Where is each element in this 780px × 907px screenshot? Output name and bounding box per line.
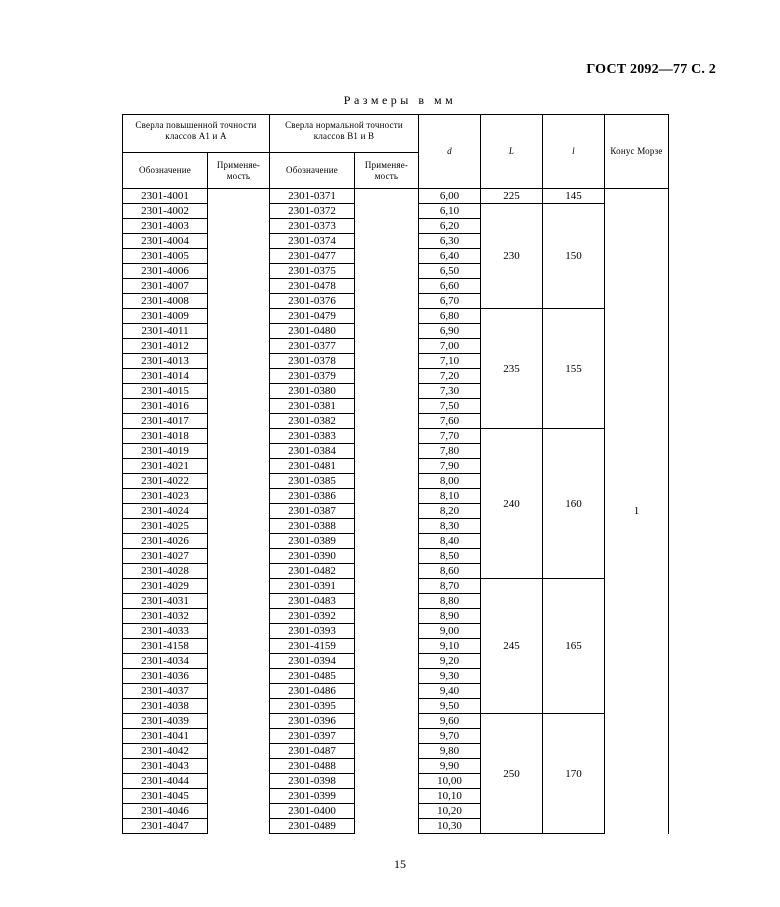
designation-a-cell: 2301-4043 [123, 759, 208, 774]
applicability-b-cell [355, 489, 419, 504]
applicability-b-cell [355, 819, 419, 834]
applicability-a-cell [208, 594, 270, 609]
table-row [123, 204, 669, 219]
designation-a-cell: 2301-4023 [123, 489, 208, 504]
designation-b-cell: 2301-0378 [270, 354, 355, 369]
applicability-a-cell [208, 669, 270, 684]
applicability-a-cell [208, 504, 270, 519]
applicability-b-cell [355, 429, 419, 444]
designation-a-cell: 2301-4047 [123, 819, 208, 834]
applicability-a-cell [208, 519, 270, 534]
applicability-b-cell [355, 519, 419, 534]
applicability-a-cell [208, 579, 270, 594]
applicability-b-cell [355, 684, 419, 699]
applicability-a-cell [208, 789, 270, 804]
applicability-b-cell [355, 639, 419, 654]
applicability-a-cell [208, 474, 270, 489]
applicability-a-cell [208, 369, 270, 384]
designation-a-cell: 2301-4036 [123, 669, 208, 684]
diameter-cell: 9,30 [419, 669, 481, 684]
length-l-cell: 155 [543, 309, 605, 429]
diameter-cell: 9,80 [419, 744, 481, 759]
designation-b-cell: 2301-0488 [270, 759, 355, 774]
diameter-cell: 9,20 [419, 654, 481, 669]
applicability-a-cell [208, 249, 270, 264]
applicability-a-cell [208, 549, 270, 564]
applicability-b-cell [355, 564, 419, 579]
diameter-cell: 7,90 [419, 459, 481, 474]
applicability-b-cell [355, 804, 419, 819]
designation-a-cell: 2301-4003 [123, 219, 208, 234]
diameter-cell: 8,80 [419, 594, 481, 609]
applicability-b-cell [355, 309, 419, 324]
applicability-b-cell [355, 234, 419, 249]
diameter-cell: 6,80 [419, 309, 481, 324]
designation-a-cell: 2301-4019 [123, 444, 208, 459]
designation-a-cell: 2301-4011 [123, 324, 208, 339]
diameter-cell: 10,10 [419, 789, 481, 804]
diameter-cell: 8,90 [419, 609, 481, 624]
applicability-b-cell [355, 624, 419, 639]
diameter-cell: 8,70 [419, 579, 481, 594]
applicability-a-cell [208, 714, 270, 729]
designation-a-cell: 2301-4013 [123, 354, 208, 369]
designation-b-cell: 2301-0388 [270, 519, 355, 534]
header-designation-a: Обозначение [123, 153, 208, 189]
length-l-cell: 150 [543, 204, 605, 309]
designation-b-cell: 2301-0379 [270, 369, 355, 384]
designation-b-cell: 2301-4159 [270, 639, 355, 654]
designation-b-cell: 2301-0482 [270, 564, 355, 579]
applicability-a-cell [208, 744, 270, 759]
designation-a-cell: 2301-4018 [123, 429, 208, 444]
applicability-b-cell [355, 324, 419, 339]
designation-b-cell: 2301-0376 [270, 294, 355, 309]
page-number: 15 [394, 857, 406, 871]
designation-a-cell: 2301-4046 [123, 804, 208, 819]
length-L-cell: 250 [481, 714, 543, 834]
applicability-a-cell [208, 729, 270, 744]
diameter-cell: 9,90 [419, 759, 481, 774]
applicability-a-cell [208, 279, 270, 294]
applicability-a-cell [208, 609, 270, 624]
designation-b-cell: 2301-0381 [270, 399, 355, 414]
diameter-cell: 7,50 [419, 399, 481, 414]
designation-b-cell: 2301-0483 [270, 594, 355, 609]
designation-b-cell: 2301-0377 [270, 339, 355, 354]
applicability-b-cell [355, 549, 419, 564]
applicability-a-cell [208, 264, 270, 279]
diameter-cell: 7,00 [419, 339, 481, 354]
header-morse-taper: Конус Морзе [605, 115, 669, 189]
designation-b-cell: 2301-0374 [270, 234, 355, 249]
designation-a-cell: 2301-4001 [123, 189, 208, 204]
diameter-cell: 10,00 [419, 774, 481, 789]
designation-b-cell: 2301-0480 [270, 324, 355, 339]
applicability-a-cell [208, 399, 270, 414]
designation-a-cell: 2301-4024 [123, 504, 208, 519]
designation-a-cell: 2301-4158 [123, 639, 208, 654]
applicability-a-cell [208, 564, 270, 579]
applicability-a-cell [208, 804, 270, 819]
applicability-b-cell [355, 459, 419, 474]
designation-a-cell: 2301-4016 [123, 399, 208, 414]
designation-a-cell: 2301-4025 [123, 519, 208, 534]
applicability-b-cell [355, 759, 419, 774]
designation-b-cell: 2301-0382 [270, 414, 355, 429]
designation-b-cell: 2301-0380 [270, 384, 355, 399]
applicability-a-cell [208, 489, 270, 504]
header-d: d [419, 115, 481, 189]
applicability-a-cell [208, 624, 270, 639]
designation-a-cell: 2301-4012 [123, 339, 208, 354]
applicability-a-cell [208, 534, 270, 549]
designation-a-cell: 2301-4008 [123, 294, 208, 309]
designation-b-cell: 2301-0397 [270, 729, 355, 744]
designation-a-cell: 2301-4034 [123, 654, 208, 669]
designation-a-cell: 2301-4033 [123, 624, 208, 639]
header-l: l [543, 115, 605, 189]
applicability-b-cell [355, 654, 419, 669]
table-row [123, 714, 669, 729]
applicability-b-cell [355, 204, 419, 219]
applicability-a-cell [208, 219, 270, 234]
designation-a-cell: 2301-4022 [123, 474, 208, 489]
applicability-b-cell [355, 414, 419, 429]
applicability-b-cell [355, 789, 419, 804]
applicability-b-cell [355, 264, 419, 279]
diameter-cell: 6,70 [419, 294, 481, 309]
header-designation-b: Обозначение [270, 153, 355, 189]
designation-b-cell: 2301-0399 [270, 789, 355, 804]
applicability-b-cell [355, 294, 419, 309]
designation-a-cell: 2301-4005 [123, 249, 208, 264]
diameter-cell: 6,60 [419, 279, 481, 294]
length-l-cell: 170 [543, 714, 605, 834]
designation-a-cell: 2301-4007 [123, 279, 208, 294]
header-applicability-a: Применяе-мость [208, 153, 270, 189]
designation-b-cell: 2301-0486 [270, 684, 355, 699]
applicability-b-cell [355, 609, 419, 624]
applicability-b-cell [355, 354, 419, 369]
applicability-a-cell [208, 339, 270, 354]
diameter-cell: 6,00 [419, 189, 481, 204]
designation-a-cell: 2301-4017 [123, 414, 208, 429]
diameter-cell: 9,00 [419, 624, 481, 639]
designation-b-cell: 2301-0390 [270, 549, 355, 564]
applicability-b-cell [355, 474, 419, 489]
designation-a-cell: 2301-4015 [123, 384, 208, 399]
designation-b-cell: 2301-0387 [270, 504, 355, 519]
designation-a-cell: 2301-4044 [123, 774, 208, 789]
designation-a-cell: 2301-4038 [123, 699, 208, 714]
applicability-b-cell [355, 744, 419, 759]
morse-taper-cell: 1 [605, 189, 669, 834]
diameter-cell: 8,10 [419, 489, 481, 504]
designation-a-cell: 2301-4045 [123, 789, 208, 804]
applicability-b-cell [355, 594, 419, 609]
applicability-b-cell [355, 444, 419, 459]
applicability-a-cell [208, 639, 270, 654]
designation-b-cell: 2301-0485 [270, 669, 355, 684]
designation-b-cell: 2301-0398 [270, 774, 355, 789]
designation-a-cell: 2301-4027 [123, 549, 208, 564]
designation-a-cell: 2301-4042 [123, 744, 208, 759]
sizes-caption: Размеры в мм [343, 93, 457, 107]
designation-b-cell: 2301-0389 [270, 534, 355, 549]
applicability-b-cell [355, 189, 419, 204]
applicability-a-cell [208, 189, 270, 204]
applicability-a-cell [208, 774, 270, 789]
designation-b-cell: 2301-0489 [270, 819, 355, 834]
applicability-a-cell [208, 309, 270, 324]
diameter-cell: 7,60 [419, 414, 481, 429]
designation-b-cell: 2301-0384 [270, 444, 355, 459]
designation-a-cell: 2301-4029 [123, 579, 208, 594]
table-body [123, 189, 669, 834]
applicability-a-cell [208, 444, 270, 459]
applicability-b-cell [355, 729, 419, 744]
applicability-b-cell [355, 219, 419, 234]
diameter-cell: 6,90 [419, 324, 481, 339]
diameter-cell: 6,50 [419, 264, 481, 279]
applicability-b-cell [355, 714, 419, 729]
applicability-b-cell [355, 579, 419, 594]
designation-b-cell: 2301-0477 [270, 249, 355, 264]
applicability-a-cell [208, 414, 270, 429]
designation-b-cell: 2301-0481 [270, 459, 355, 474]
designation-a-cell: 2301-4031 [123, 594, 208, 609]
diameter-cell: 9,60 [419, 714, 481, 729]
diameter-cell: 8,60 [419, 564, 481, 579]
applicability-b-cell [355, 339, 419, 354]
designation-a-cell: 2301-4041 [123, 729, 208, 744]
designation-b-cell: 2301-0394 [270, 654, 355, 669]
designation-b-cell: 2301-0383 [270, 429, 355, 444]
designation-b-cell: 2301-0386 [270, 489, 355, 504]
designation-b-cell: 2301-0395 [270, 699, 355, 714]
applicability-b-cell [355, 504, 419, 519]
applicability-b-cell [355, 249, 419, 264]
designation-b-cell: 2301-0372 [270, 204, 355, 219]
designation-b-cell: 2301-0479 [270, 309, 355, 324]
designation-a-cell: 2301-4006 [123, 264, 208, 279]
table-row [123, 429, 669, 444]
designation-a-cell: 2301-4039 [123, 714, 208, 729]
diameter-cell: 7,30 [419, 384, 481, 399]
applicability-a-cell [208, 234, 270, 249]
diameter-cell: 6,20 [419, 219, 481, 234]
applicability-b-cell [355, 669, 419, 684]
document-reference: ГОСТ 2092—77 С. 2 [586, 62, 716, 77]
header-group-b: Сверла нормальной точности классов В1 и В [270, 115, 419, 153]
applicability-a-cell [208, 699, 270, 714]
diameter-cell: 7,80 [419, 444, 481, 459]
applicability-b-cell [355, 699, 419, 714]
designation-b-cell: 2301-0396 [270, 714, 355, 729]
designation-a-cell: 2301-4002 [123, 204, 208, 219]
designation-b-cell: 2301-0487 [270, 744, 355, 759]
designation-a-cell: 2301-4021 [123, 459, 208, 474]
length-L-cell: 245 [481, 579, 543, 714]
applicability-b-cell [355, 369, 419, 384]
diameter-cell: 9,50 [419, 699, 481, 714]
applicability-a-cell [208, 819, 270, 834]
diameter-cell: 8,50 [419, 549, 481, 564]
applicability-a-cell [208, 429, 270, 444]
designation-a-cell: 2301-4009 [123, 309, 208, 324]
designation-a-cell: 2301-4004 [123, 234, 208, 249]
header-group-a: Сверла повышенной точности классов А1 и А [123, 115, 270, 153]
designation-b-cell: 2301-0391 [270, 579, 355, 594]
designation-b-cell: 2301-0373 [270, 219, 355, 234]
applicability-b-cell [355, 534, 419, 549]
applicability-a-cell [208, 654, 270, 669]
applicability-b-cell [355, 774, 419, 789]
diameter-cell: 10,20 [419, 804, 481, 819]
applicability-a-cell [208, 384, 270, 399]
header-applicability-b: Применяе-мость [355, 153, 419, 189]
designation-b-cell: 2301-0392 [270, 609, 355, 624]
diameter-cell: 6,10 [419, 204, 481, 219]
diameter-cell: 8,40 [419, 534, 481, 549]
length-l-cell: 165 [543, 579, 605, 714]
drill-dimensions-table [122, 114, 669, 834]
designation-b-cell: 2301-0385 [270, 474, 355, 489]
length-L-cell: 235 [481, 309, 543, 429]
applicability-b-cell [355, 279, 419, 294]
applicability-a-cell [208, 759, 270, 774]
applicability-a-cell [208, 684, 270, 699]
length-L-cell: 240 [481, 429, 543, 579]
length-L-cell: 225 [481, 189, 543, 204]
designation-b-cell: 2301-0375 [270, 264, 355, 279]
designation-a-cell: 2301-4026 [123, 534, 208, 549]
applicability-b-cell [355, 399, 419, 414]
diameter-cell: 9,10 [419, 639, 481, 654]
diameter-cell: 8,00 [419, 474, 481, 489]
diameter-cell: 7,20 [419, 369, 481, 384]
applicability-a-cell [208, 324, 270, 339]
diameter-cell: 6,40 [419, 249, 481, 264]
length-L-cell: 230 [481, 204, 543, 309]
diameter-cell: 8,20 [419, 504, 481, 519]
designation-a-cell: 2301-4014 [123, 369, 208, 384]
table-row [123, 579, 669, 594]
diameter-cell: 9,70 [419, 729, 481, 744]
length-l-cell: 145 [543, 189, 605, 204]
table-row [123, 309, 669, 324]
designation-b-cell: 2301-0393 [270, 624, 355, 639]
diameter-cell: 9,40 [419, 684, 481, 699]
applicability-a-cell [208, 354, 270, 369]
designation-b-cell: 2301-0371 [270, 189, 355, 204]
diameter-cell: 8,30 [419, 519, 481, 534]
diameter-cell: 7,70 [419, 429, 481, 444]
length-l-cell: 160 [543, 429, 605, 579]
applicability-b-cell [355, 384, 419, 399]
designation-a-cell: 2301-4037 [123, 684, 208, 699]
designation-a-cell: 2301-4032 [123, 609, 208, 624]
diameter-cell: 6,30 [419, 234, 481, 249]
header-L: L [481, 115, 543, 189]
diameter-cell: 7,10 [419, 354, 481, 369]
table-row [123, 189, 669, 204]
applicability-a-cell [208, 459, 270, 474]
applicability-a-cell [208, 204, 270, 219]
designation-a-cell: 2301-4028 [123, 564, 208, 579]
designation-b-cell: 2301-0478 [270, 279, 355, 294]
diameter-cell: 10,30 [419, 819, 481, 834]
applicability-a-cell [208, 294, 270, 309]
designation-b-cell: 2301-0400 [270, 804, 355, 819]
